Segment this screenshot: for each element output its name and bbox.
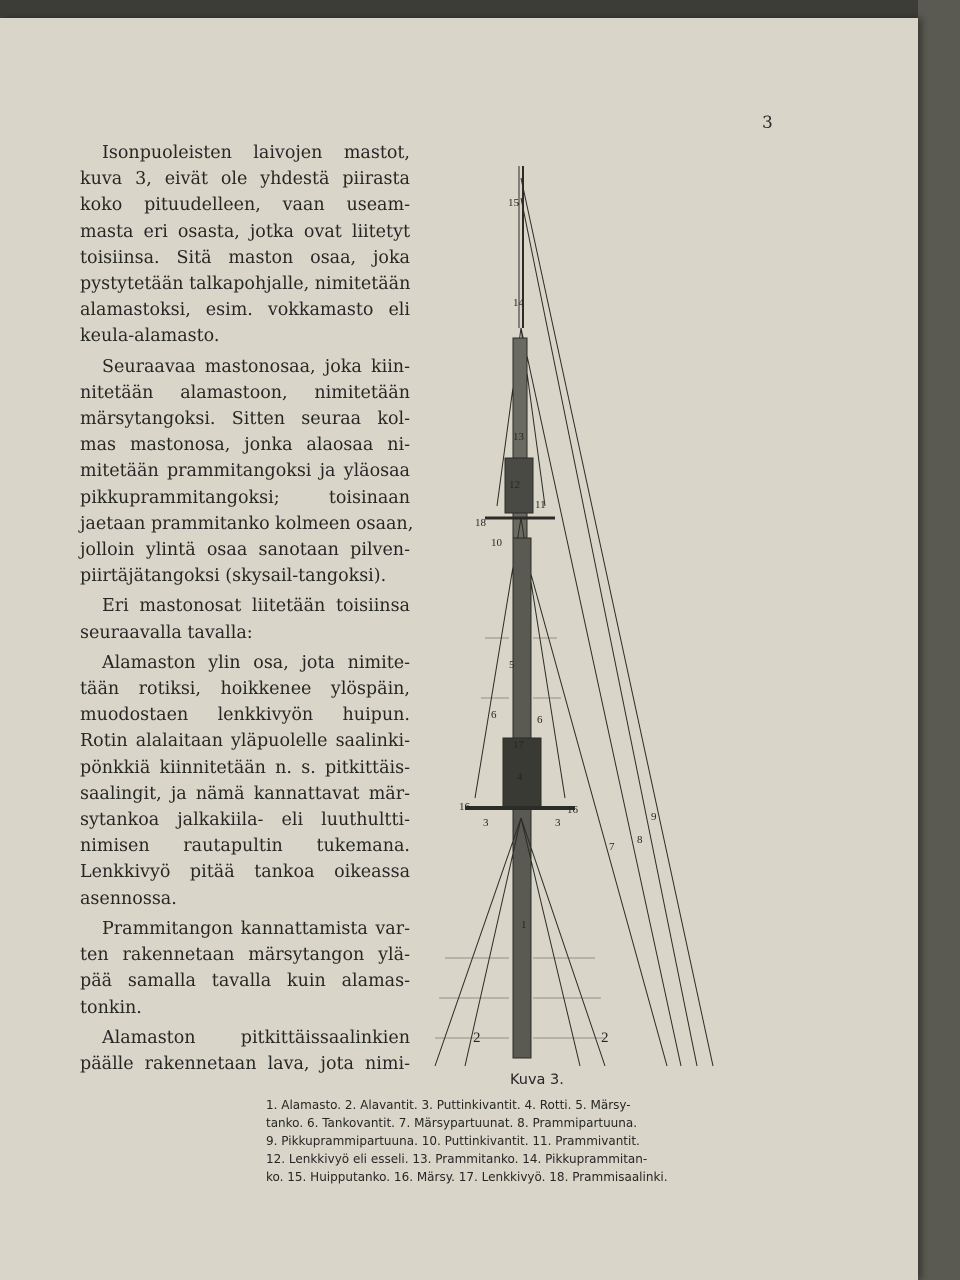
figure-label: 9: [651, 811, 657, 823]
text-line: jaetaan prammitanko kolmeen osaan,: [80, 513, 414, 534]
text-line: nimisen rautapultin tukemana.: [80, 836, 410, 857]
text-line: toisiinsa. Sitä maston osaa, joka: [80, 247, 410, 268]
text-line: muodostaen lenkkivyön huipun.: [80, 705, 410, 726]
legend-line: ko. 15. Huipputanko. 16. Märsy. 17. Lenkkivyö. 18. Prammisaalinki.: [266, 1170, 668, 1184]
text-line: piirtäjätangoksi (skysail-tangoksi).: [80, 566, 387, 587]
text-line: sytankoa jalkakiila- eli luuthultti-: [80, 810, 410, 831]
legend-line: 9. Pikkuprammipartuuna. 10. Puttinkivantit. 11. Prammivantit.: [266, 1134, 640, 1148]
figure-label: 16: [567, 804, 578, 816]
page-edge-shadow: [918, 0, 960, 1280]
paragraph-4: [80, 650, 410, 912]
text-line: tonkin.: [80, 997, 142, 1018]
figure-label: 2: [601, 1030, 609, 1046]
text-line: pystytetään talkapohjalle, nimitetään: [80, 274, 411, 295]
text-line: jolloin ylintä osaa sanotaan pilven-: [80, 540, 410, 561]
paragraph-1: [80, 140, 410, 350]
figure-label: 8: [637, 834, 643, 846]
legend-line: tanko. 6. Tankovantit. 7. Märsypartuunat. 8. Prammipartuuna.: [266, 1116, 638, 1130]
text-line: Alamaston ylin osa, jota nimite-: [102, 652, 410, 673]
figure-label: 13: [513, 431, 524, 443]
figure-label: 6: [491, 709, 497, 721]
text-line: Seuraavaa mastonosaa, joka kiin-: [102, 356, 410, 377]
text-line: seuraavalla tavalla:: [80, 622, 253, 643]
book-page: [0, 18, 918, 1280]
text-line: Rotin alalaitaan yläpuolelle saalinki-: [80, 731, 410, 752]
text-line: mas mastonosa, jonka alaosaa ni-: [80, 435, 410, 456]
text-line: saalingit, ja nämä kannattavat mär-: [80, 783, 410, 804]
figure-label: 11: [535, 499, 546, 511]
body-text: [80, 140, 414, 1077]
figure-label: 7: [609, 841, 615, 853]
mast-diagram: [405, 158, 745, 1098]
text-line: alamastoksi, esim. vokkamasto eli: [80, 300, 410, 321]
text-line: asennossa.: [80, 888, 177, 909]
figure-label: 15: [508, 197, 519, 209]
paragraph-2: [80, 354, 414, 590]
text-line: Isonpuoleisten laivojen mastot,: [102, 143, 410, 163]
figure-label: 6: [537, 714, 543, 726]
figure-label: 16: [459, 801, 470, 813]
text-line: ten rakennetaan märsytangon ylä-: [80, 945, 410, 966]
mast-figure: [405, 158, 745, 1098]
figure-label: 17: [513, 739, 524, 751]
figure-label: 18: [475, 517, 486, 529]
text-line: Eri mastonosat liitetään toisiinsa: [102, 596, 410, 617]
figure-caption: Kuva 3.: [510, 1072, 564, 1088]
figure-label: 5: [509, 659, 515, 671]
text-line: koko pituudelleen, vaan useam-: [80, 195, 410, 216]
figure-label: 10: [491, 537, 502, 549]
text-line: masta eri osasta, jotka ovat liitetyt: [80, 221, 410, 242]
paragraph-3: [80, 593, 410, 645]
text-line: pikkuprammitangoksi; toisinaan: [80, 487, 410, 508]
figure-label: 14: [513, 297, 524, 309]
legend-line: 1. Alamasto. 2. Alavantit. 3. Puttinkivantit. 4. Rotti. 5. Märsy-: [266, 1098, 631, 1112]
text-line: mitetään prammitangoksi ja yläosaa: [80, 461, 410, 482]
paragraph-6: [80, 1025, 410, 1077]
text-line: Alamaston pitkittäissaalinkien: [102, 1027, 410, 1048]
text-line: märsytangoksi. Sitten seuraa kol-: [80, 409, 410, 430]
page-number: 3: [762, 113, 773, 133]
figure-legend: [266, 1096, 782, 1186]
text-line: pää samalla tavalla kuin alamas-: [80, 971, 410, 992]
text-line: Prammitangon kannattamista var-: [102, 918, 410, 939]
text-line: Lenkkivyö pitää tankoa oikeassa: [80, 862, 410, 883]
figure-label: 12: [509, 479, 520, 491]
figure-label: 3: [483, 817, 489, 829]
text-line: nitetään alamastoon, nimitetään: [80, 382, 410, 403]
text-line: kuva 3, eivät ole yhdestä piirasta: [80, 169, 410, 190]
figure-label: 2: [473, 1030, 481, 1046]
figure-label: 3: [555, 817, 561, 829]
text-line: päälle rakennetaan lava, jota nimi-: [80, 1053, 410, 1074]
text-line: tään rotiksi, hoikkenee ylöspäin,: [80, 679, 410, 700]
text-line: keula-alamasto.: [80, 326, 220, 347]
text-line: pönkkiä kiinnitetään n. s. pitkittäis-: [80, 757, 410, 778]
figure-label: 1: [521, 919, 527, 931]
figure-label: 4: [517, 771, 523, 783]
legend-line: 12. Lenkkivyö eli esseli. 13. Prammitanko. 14. Pikkuprammitan-: [266, 1152, 648, 1166]
paragraph-5: [80, 916, 410, 1021]
